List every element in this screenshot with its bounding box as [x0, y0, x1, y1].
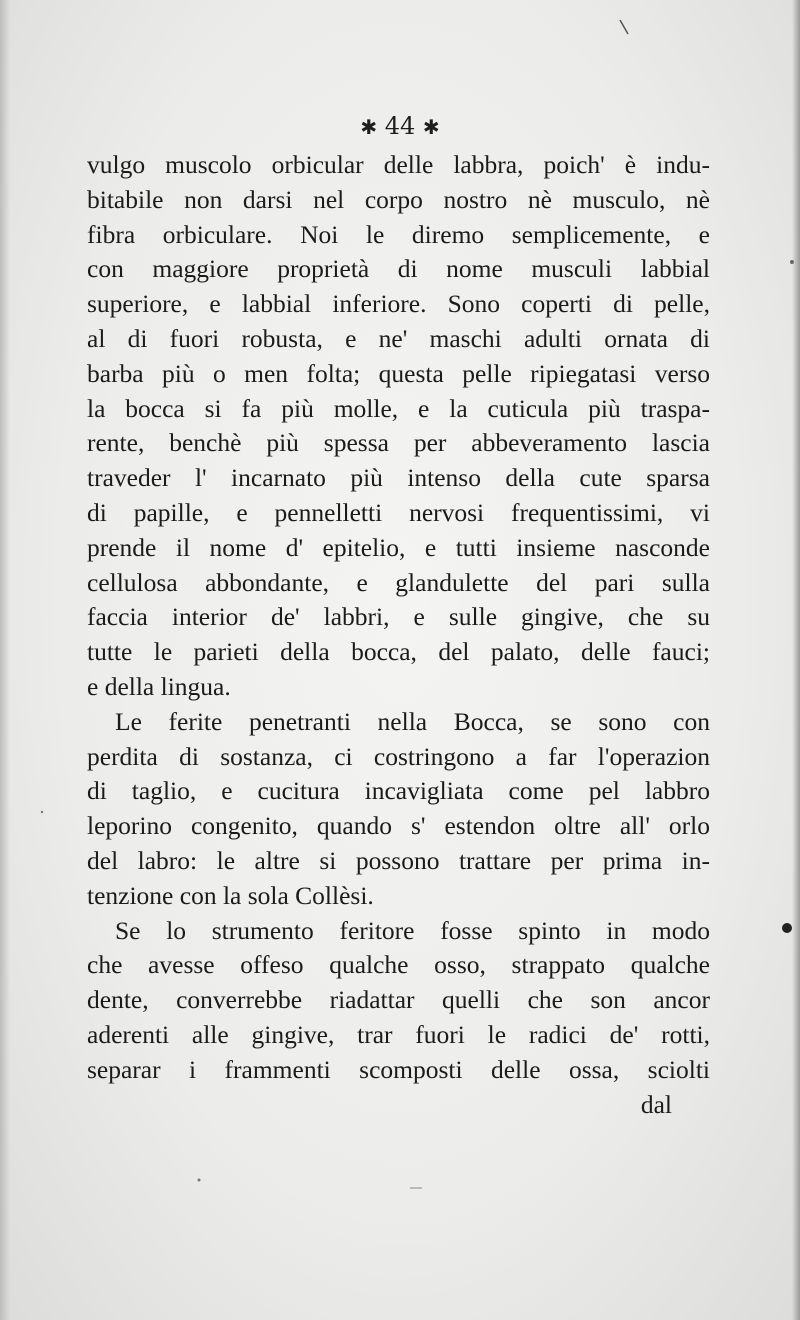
page-header: [0, 112, 800, 140]
text-line: faccia interior de' labbri, e sulle gingive, che su: [87, 602, 710, 632]
text-line: con maggiore proprietà di nome musculi labbial: [87, 254, 710, 284]
text-line: perdita di sostanza, ci costringono a far l'operazion: [87, 741, 710, 771]
text-line: aderenti alle gingive, trar fuori le radici de' rotti,: [87, 1019, 710, 1049]
text-line: separar i frammenti scomposti delle ossa, sciolti: [87, 1054, 710, 1084]
text-line: che avesse offeso qualche osso, strappato qualche: [87, 950, 710, 980]
text-line: al di fuori robusta, e ne' maschi adulti ornata di: [87, 323, 710, 353]
text-line: di taglio, e cucitura incavigliata come pel labbro: [87, 776, 710, 806]
text-line: tenzione con la sola Collèsi.: [87, 880, 374, 910]
text-line: fibra orbiculare. Noi le diremo semplicemente, e: [87, 219, 710, 249]
text-line: la bocca si fa più molle, e la cuticula più traspa-: [87, 393, 710, 423]
text-line: del labro: le altre si possono trattare per prima in-: [87, 845, 710, 875]
text-line: bitabile non darsi nel corpo nostro nè musculo, nè: [87, 184, 710, 214]
page-text: [87, 148, 710, 1122]
text-line: Se lo strumento feritore fosse spinto in modo: [115, 915, 710, 945]
page-number: 44: [384, 112, 416, 140]
ornament-right-icon: ✱: [422, 115, 440, 139]
text-line: vulgo muscolo orbicular delle labbra, poich' è indu-: [87, 150, 710, 179]
catchword: dal: [640, 1089, 672, 1119]
text-line: di papille, e pennelletti nervosi frequentissimi, vi: [87, 497, 710, 527]
text-line: dente, converrebbe riadattar quelli che son ancor: [87, 985, 710, 1015]
text-line: leporino congenito, quando s' estendon oltre all' orlo: [87, 811, 710, 841]
text-line: prende il nome d' epitelio, e tutti insieme nasconde: [87, 532, 710, 562]
text-line: e della lingua.: [87, 671, 231, 701]
ornament-left-icon: ✱: [360, 115, 378, 139]
text-line: tutte le parieti della bocca, del palato, delle fauci;: [87, 637, 710, 667]
text-line: barba più o men folta; questa pelle ripiegatasi verso: [87, 358, 710, 388]
text-line: superiore, e labbial inferiore. Sono coperti di pelle,: [87, 289, 710, 319]
text-line: traveder l' incarnato più intenso della cute sparsa: [87, 463, 710, 493]
text-line: cellulosa abbondante, e glandulette del pari sulla: [87, 567, 710, 597]
text-line: rente, benchè più spessa per abbeveramento lascia: [87, 428, 710, 458]
text-line: Le ferite penetranti nella Bocca, se sono con: [115, 706, 710, 736]
